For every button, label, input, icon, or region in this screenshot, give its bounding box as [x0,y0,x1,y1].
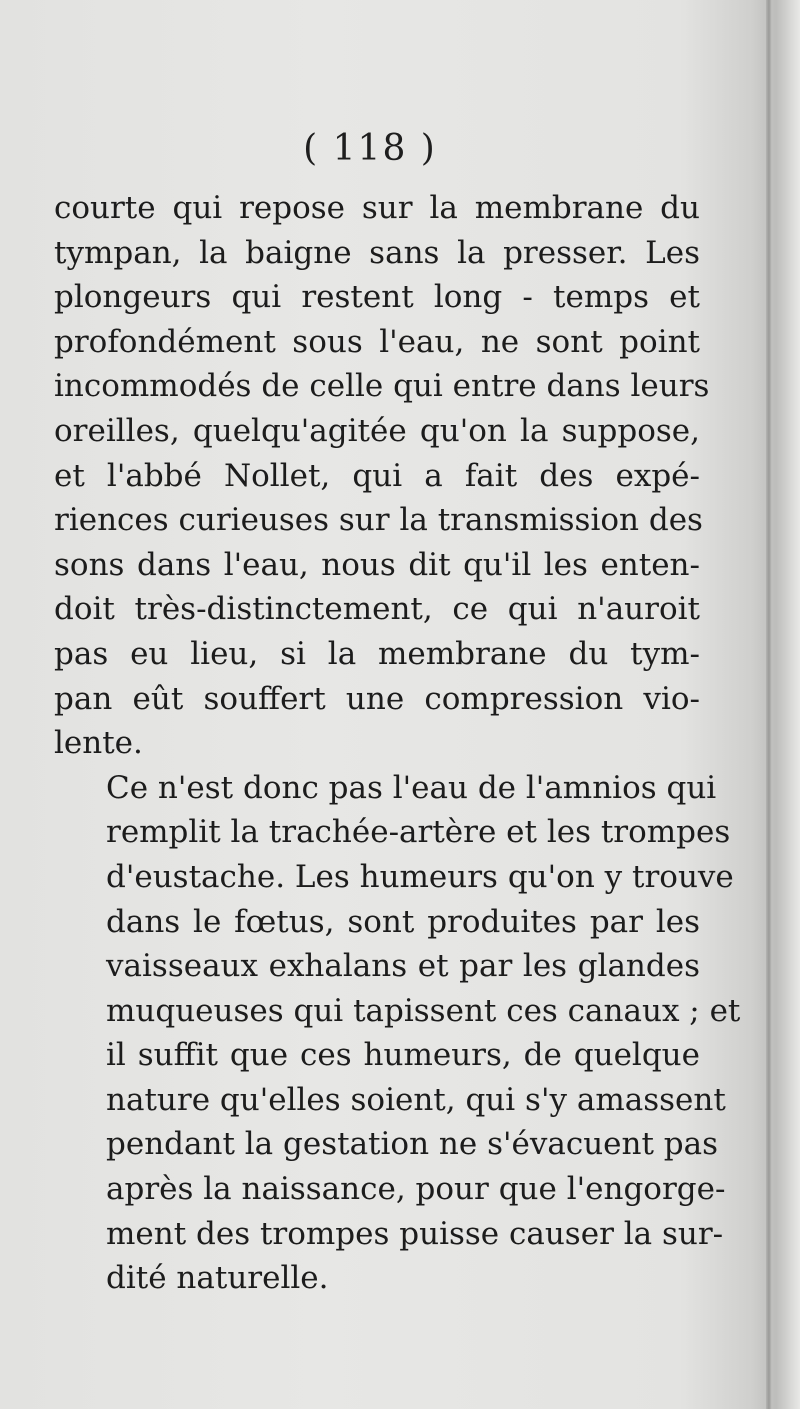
text-line: pendant la gestation ne s'évacuent pas [106,1126,719,1163]
text-line: incommodés de celle qui entre dans leurs [54,368,710,405]
text-line: Ce n'est donc pas l'eau de l'amnios qui [106,769,717,806]
text-line: sons dans l'eau, nous dit qu'il les enten- [54,546,700,583]
text-line: tympan, la baigne sans la presser. Les [54,234,700,271]
text-line: vaisseaux exhalans et par les glandes [106,948,700,985]
text-line: ment des trompes puisse causer la sur- [106,1215,724,1252]
text-line: courte qui repose sur la membrane du [54,190,700,226]
text-line: d'eustache. Les humeurs qu'on y trouve [106,858,734,895]
text-line: pan eût souffert une compression vio- [54,680,700,717]
text-line: pas eu lieu, si la membrane du tym- [54,635,700,672]
page-gutter-shadow [766,0,772,1409]
page-number: ( 118 ) [303,128,437,169]
text-line: plongeurs qui restent long - temps et [54,279,700,316]
text-line: et l'abbé Nollet, qui a fait des expé- [54,457,700,494]
text-line: lente. [54,725,143,762]
text-line: doit très-distinctement, ce qui n'auroit [54,591,700,628]
text-line: riences curieuses sur la transmission des [54,502,703,539]
text-line: oreilles, quelqu'agitée qu'on la suppose, [54,412,700,449]
text-line: profondément sous l'eau, ne sont point [54,323,700,360]
text-line: remplit la trachée-artère et les trompes [106,814,731,851]
text-line: muqueuses qui tapissent ces canaux ; et [106,992,741,1029]
text-line: dité naturelle. [106,1260,329,1297]
text-line: nature qu'elles soient, qui s'y amassent [106,1081,726,1118]
paragraph-1 [54,186,710,766]
body-text [54,186,741,1301]
text-line: il suffit que ces humeurs, de quelque [106,1037,700,1074]
paragraph-2 [54,766,741,1301]
text-line: après la naissance, pour que l'engorge- [106,1171,726,1208]
text-line: dans le fœtus, sont produites par les [106,903,700,940]
